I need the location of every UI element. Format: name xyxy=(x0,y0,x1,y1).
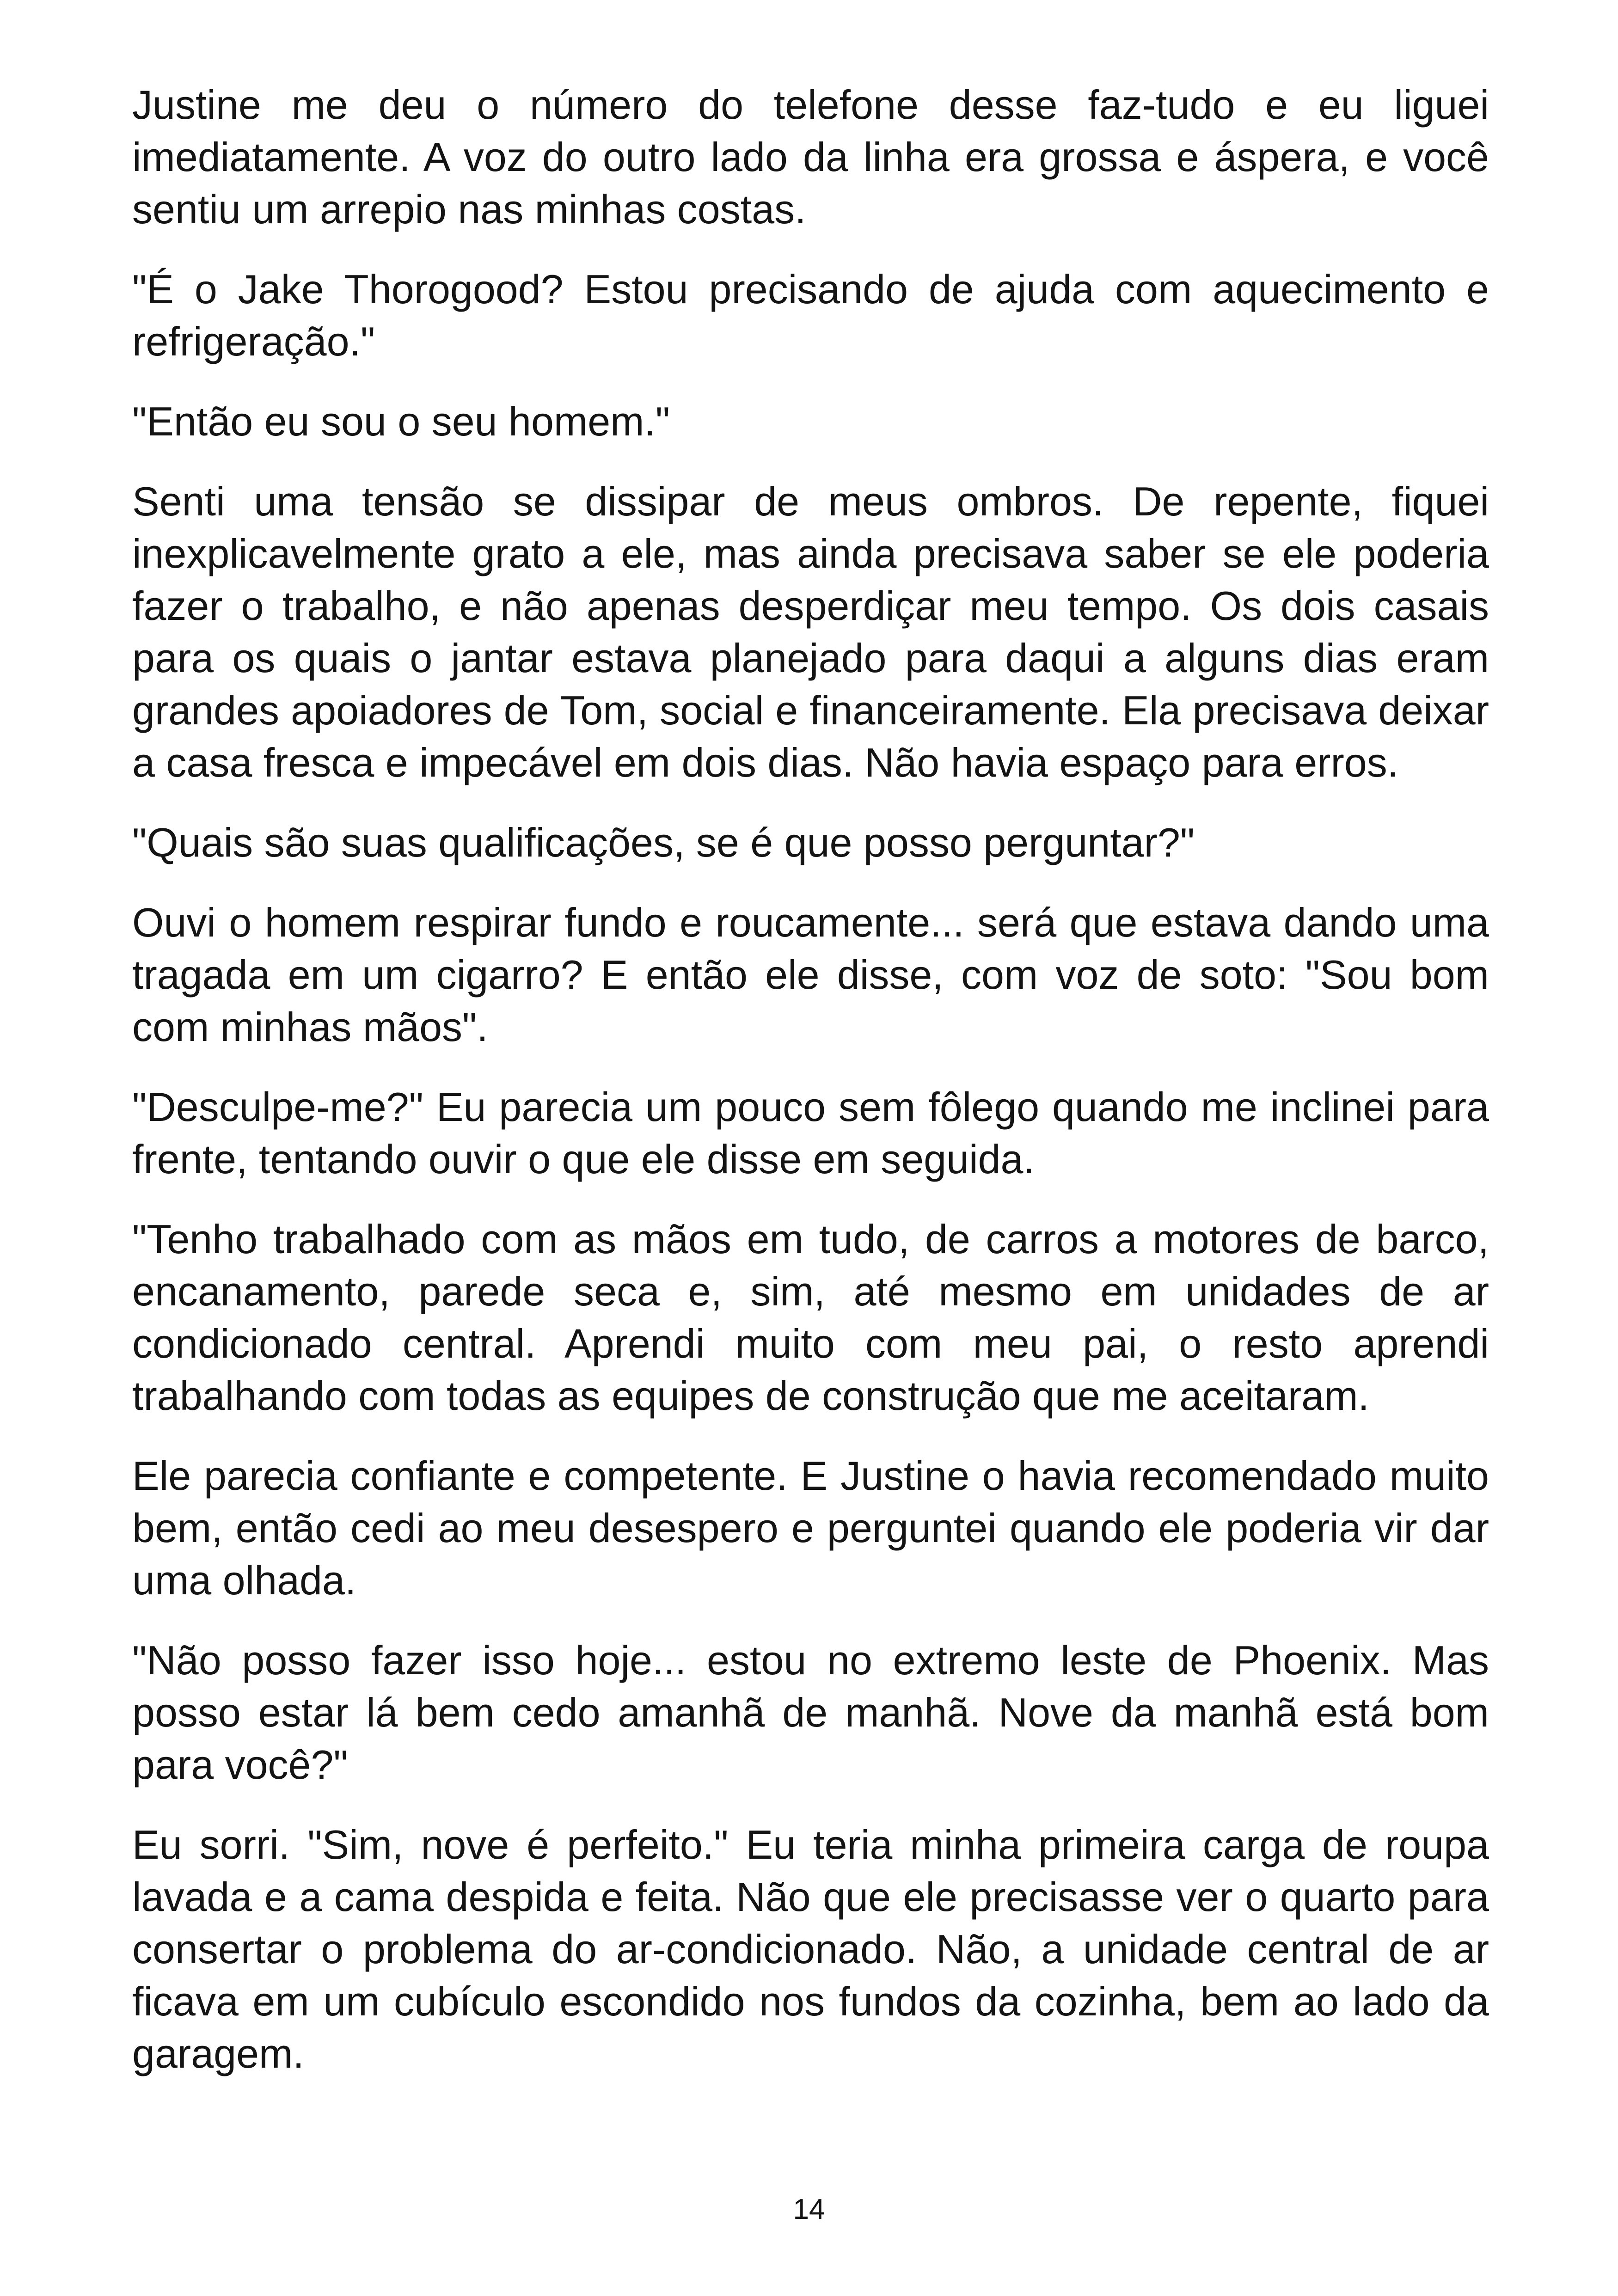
paragraph-11: Eu sorri. "Sim, nove é perfeito." Eu teria minha primeira carga de roupa lavada e a cama despida e feita. Não que ele precisasse ver o quarto para consertar o problema do ar-condicionado. Não, a unidade central de ar ficava em um cubículo escondido nos fundos da cozinha, bem ao lado da garagem. xyxy=(132,1822,1489,2076)
paragraph-9: Ele parecia confiante e competente. E Justine o havia recomendado muito bem, então cedi ao meu desespero e perguntei quando ele poderia vir dar uma olhada. xyxy=(132,1453,1489,1603)
paragraph-1: Justine me deu o número do telefone desse faz-tudo e eu liguei imediatamente. A voz do outro lado da linha era grossa e áspera, e você sentiu um arrepio nas minhas costas. xyxy=(132,82,1489,232)
paragraph-3: "Então eu sou o seu homem." xyxy=(132,398,670,444)
paragraph-2: "É o Jake Thorogood? Estou precisando de ajuda com aquecimento e refrigeração." xyxy=(132,266,1489,364)
paragraph-6: Ouvi o homem respirar fundo e roucamente... será que estava dando uma tragada em um cigarro? E então ele disse, com voz de soto: "Sou bom com minhas mãos". xyxy=(132,900,1489,1050)
paragraph-5: "Quais são suas qualificações, se é que posso perguntar?" xyxy=(132,820,1195,865)
paragraph-4: Senti uma tensão se dissipar de meus ombros. De repente, fiquei inexplicavelmente grato a ele, mas ainda precisava saber se ele poderia fazer o trabalho, e não apenas desperdiçar meu tempo. Os dois casais para os quais o jantar estava planejado para daqui a alguns dias eram grandes apoiadores de Tom, social e financeiramente. Ela precisava deixar a casa fresca e impecável em dois dias. Não havia espaço para erros. xyxy=(132,478,1489,785)
paragraph-7: "Desculpe-me?" Eu parecia um pouco sem fôlego quando me inclinei para frente, tentando ouvir o que ele disse em seguida. xyxy=(132,1084,1489,1182)
body-text xyxy=(132,79,1489,2107)
page-number: 14 xyxy=(793,2193,825,2225)
paragraph-10: "Não posso fazer isso hoje... estou no extremo leste de Phoenix. Mas posso estar lá bem cedo amanhã de manhã. Nove da manhã está bom para você?" xyxy=(132,1637,1489,1788)
paragraph-8: "Tenho trabalhado com as mãos em tudo, de carros a motores de barco, encanamento, parede seca e, sim, até mesmo em unidades de ar condicionado central. Aprendi muito com meu pai, o resto aprendi trabalhando com todas as equipes de construção que me aceitaram. xyxy=(132,1216,1489,1419)
